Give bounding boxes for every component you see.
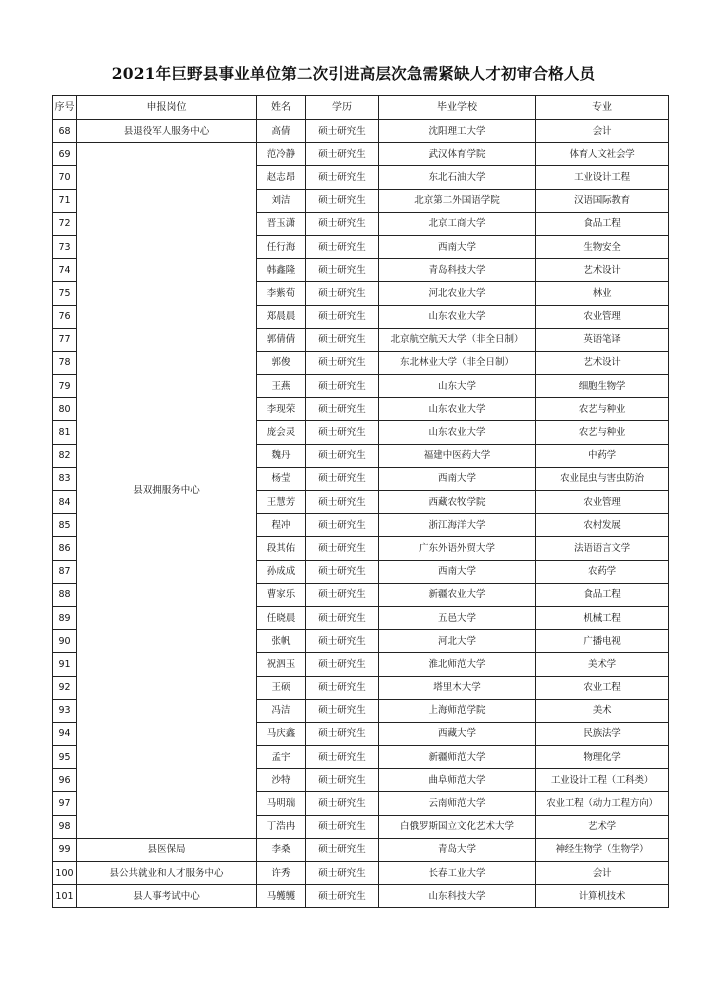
- cell-degree: 硕士研究生: [306, 560, 379, 583]
- cell-major: 农艺与种业: [536, 421, 669, 444]
- cell-post: 县退役军人服务中心: [77, 120, 257, 143]
- cell-major: 广播电视: [536, 630, 669, 653]
- cell-no: 75: [53, 282, 77, 305]
- cell-major: 神经生物学（生物学）: [536, 838, 669, 861]
- cell-no: 79: [53, 375, 77, 398]
- cell-no: 76: [53, 305, 77, 328]
- column-header-major: 专业: [536, 96, 669, 120]
- cell-name: 李桑: [257, 838, 306, 861]
- cell-school: 沈阳理工大学: [379, 120, 536, 143]
- cell-major: 物理化学: [536, 746, 669, 769]
- cell-name: 丁浩冉: [257, 815, 306, 838]
- cell-no: 101: [53, 885, 77, 908]
- cell-school: 云南师范大学: [379, 792, 536, 815]
- cell-school: 新疆师范大学: [379, 746, 536, 769]
- cell-no: 89: [53, 606, 77, 629]
- cell-post: 县医保局: [77, 838, 257, 861]
- cell-no: 77: [53, 328, 77, 351]
- cell-major: 中药学: [536, 444, 669, 467]
- cell-name: 段其佑: [257, 537, 306, 560]
- cell-degree: 硕士研究生: [306, 606, 379, 629]
- cell-degree: 硕士研究生: [306, 375, 379, 398]
- cell-degree: 硕士研究生: [306, 491, 379, 514]
- cell-no: 80: [53, 398, 77, 421]
- cell-school: 西南大学: [379, 560, 536, 583]
- cell-school: 河北大学: [379, 630, 536, 653]
- cell-name: 祝泗玉: [257, 653, 306, 676]
- cell-school: 青岛科技大学: [379, 259, 536, 282]
- cell-school: 北京第二外国语学院: [379, 189, 536, 212]
- cell-degree: 硕士研究生: [306, 143, 379, 166]
- cell-major: 农业管理: [536, 491, 669, 514]
- cell-name: 郭俊: [257, 351, 306, 374]
- cell-no: 82: [53, 444, 77, 467]
- cell-degree: 硕士研究生: [306, 282, 379, 305]
- cell-no: 74: [53, 259, 77, 282]
- cell-no: 92: [53, 676, 77, 699]
- cell-degree: 硕士研究生: [306, 769, 379, 792]
- cell-school: 新疆农业大学: [379, 583, 536, 606]
- cell-school: 淮北师范大学: [379, 653, 536, 676]
- cell-school: 西藏大学: [379, 722, 536, 745]
- cell-name: 沙特: [257, 769, 306, 792]
- cell-degree: 硕士研究生: [306, 838, 379, 861]
- cell-degree: 硕士研究生: [306, 235, 379, 258]
- cell-major: 食品工程: [536, 583, 669, 606]
- cell-name: 张帆: [257, 630, 306, 653]
- cell-major: 计算机技术: [536, 885, 669, 908]
- cell-major: 农业工程（动力工程方向）: [536, 792, 669, 815]
- candidates-table: [52, 95, 669, 908]
- cell-school: 西南大学: [379, 467, 536, 490]
- cell-no: 78: [53, 351, 77, 374]
- column-header-name: 姓名: [257, 96, 306, 120]
- cell-name: 程冲: [257, 514, 306, 537]
- table-row: [53, 885, 669, 908]
- cell-name: 曹家乐: [257, 583, 306, 606]
- table-row: [53, 120, 669, 143]
- cell-degree: 硕士研究生: [306, 212, 379, 235]
- cell-school: 北京工商大学: [379, 212, 536, 235]
- cell-school: 北京航空航天大学（非全日制）: [379, 328, 536, 351]
- cell-degree: 硕士研究生: [306, 189, 379, 212]
- cell-major: 农药学: [536, 560, 669, 583]
- cell-school: 山东农业大学: [379, 421, 536, 444]
- table-body: [53, 120, 669, 908]
- column-header-no: 序号: [53, 96, 77, 120]
- table-row: [53, 143, 669, 166]
- cell-degree: 硕士研究生: [306, 653, 379, 676]
- cell-name: 任晓晨: [257, 606, 306, 629]
- cell-major: 农村发展: [536, 514, 669, 537]
- cell-school: 长春工业大学: [379, 862, 536, 885]
- cell-degree: 硕士研究生: [306, 166, 379, 189]
- column-header-degree: 学历: [306, 96, 379, 120]
- cell-post: 县双拥服务中心: [77, 143, 257, 839]
- cell-name: 郑晨晨: [257, 305, 306, 328]
- cell-no: 81: [53, 421, 77, 444]
- cell-degree: 硕士研究生: [306, 514, 379, 537]
- cell-no: 71: [53, 189, 77, 212]
- cell-school: 东北林业大学（非全日制）: [379, 351, 536, 374]
- cell-school: 广东外语外贸大学: [379, 537, 536, 560]
- cell-major: 艺术设计: [536, 351, 669, 374]
- cell-major: 工业设计工程（工科类）: [536, 769, 669, 792]
- cell-name: 冯洁: [257, 699, 306, 722]
- cell-school: 山东农业大学: [379, 398, 536, 421]
- cell-no: 93: [53, 699, 77, 722]
- cell-degree: 硕士研究生: [306, 676, 379, 699]
- cell-degree: 硕士研究生: [306, 398, 379, 421]
- column-header-school: 毕业学校: [379, 96, 536, 120]
- cell-degree: 硕士研究生: [306, 885, 379, 908]
- cell-no: 95: [53, 746, 77, 769]
- cell-degree: 硕士研究生: [306, 328, 379, 351]
- cell-name: 杨莹: [257, 467, 306, 490]
- cell-degree: 硕士研究生: [306, 862, 379, 885]
- column-header-post: 申报岗位: [77, 96, 257, 120]
- cell-major: 农业管理: [536, 305, 669, 328]
- cell-name: 马明瑞: [257, 792, 306, 815]
- cell-degree: 硕士研究生: [306, 305, 379, 328]
- cell-school: 武汉体育学院: [379, 143, 536, 166]
- cell-major: 食品工程: [536, 212, 669, 235]
- cell-no: 97: [53, 792, 77, 815]
- table-row: [53, 838, 669, 861]
- cell-name: 韩鑫隆: [257, 259, 306, 282]
- cell-degree: 硕士研究生: [306, 630, 379, 653]
- cell-name: 王硕: [257, 676, 306, 699]
- cell-no: 100: [53, 862, 77, 885]
- cell-degree: 硕士研究生: [306, 444, 379, 467]
- cell-name: 马鹱鹱: [257, 885, 306, 908]
- cell-degree: 硕士研究生: [306, 259, 379, 282]
- cell-no: 85: [53, 514, 77, 537]
- cell-name: 马庆鑫: [257, 722, 306, 745]
- cell-no: 86: [53, 537, 77, 560]
- cell-name: 刘洁: [257, 189, 306, 212]
- cell-no: 69: [53, 143, 77, 166]
- cell-no: 91: [53, 653, 77, 676]
- cell-no: 84: [53, 491, 77, 514]
- cell-school: 白俄罗斯国立文化艺术大学: [379, 815, 536, 838]
- cell-no: 68: [53, 120, 77, 143]
- cell-degree: 硕士研究生: [306, 722, 379, 745]
- cell-school: 山东大学: [379, 375, 536, 398]
- cell-school: 上海师范学院: [379, 699, 536, 722]
- cell-major: 英语笔译: [536, 328, 669, 351]
- cell-major: 工业设计工程: [536, 166, 669, 189]
- cell-degree: 硕士研究生: [306, 792, 379, 815]
- cell-no: 90: [53, 630, 77, 653]
- cell-major: 会计: [536, 120, 669, 143]
- cell-name: 赵志昂: [257, 166, 306, 189]
- cell-major: 机械工程: [536, 606, 669, 629]
- cell-school: 山东农业大学: [379, 305, 536, 328]
- cell-major: 法语语言文学: [536, 537, 669, 560]
- cell-major: 农业工程: [536, 676, 669, 699]
- cell-name: 高倩: [257, 120, 306, 143]
- cell-name: 王燕: [257, 375, 306, 398]
- cell-school: 山东科技大学: [379, 885, 536, 908]
- cell-major: 林业: [536, 282, 669, 305]
- cell-post: 县人事考试中心: [77, 885, 257, 908]
- cell-major: 农艺与种业: [536, 398, 669, 421]
- cell-degree: 硕士研究生: [306, 583, 379, 606]
- cell-major: 艺术设计: [536, 259, 669, 282]
- cell-major: 会计: [536, 862, 669, 885]
- cell-name: 郭倩倩: [257, 328, 306, 351]
- cell-no: 83: [53, 467, 77, 490]
- cell-school: 五邑大学: [379, 606, 536, 629]
- cell-major: 艺术学: [536, 815, 669, 838]
- cell-no: 88: [53, 583, 77, 606]
- table-row: [53, 862, 669, 885]
- cell-name: 李紫荀: [257, 282, 306, 305]
- cell-major: 汉语国际教育: [536, 189, 669, 212]
- cell-degree: 硕士研究生: [306, 537, 379, 560]
- cell-name: 许秀: [257, 862, 306, 885]
- cell-major: 农业昆虫与害虫防治: [536, 467, 669, 490]
- cell-major: 体育人文社会学: [536, 143, 669, 166]
- cell-name: 范冷静: [257, 143, 306, 166]
- cell-school: 福建中医药大学: [379, 444, 536, 467]
- cell-school: 河北农业大学: [379, 282, 536, 305]
- cell-major: 细胞生物学: [536, 375, 669, 398]
- cell-no: 94: [53, 722, 77, 745]
- cell-degree: 硕士研究生: [306, 467, 379, 490]
- cell-name: 王慧芳: [257, 491, 306, 514]
- cell-degree: 硕士研究生: [306, 421, 379, 444]
- cell-no: 96: [53, 769, 77, 792]
- cell-degree: 硕士研究生: [306, 815, 379, 838]
- cell-school: 曲阜师范大学: [379, 769, 536, 792]
- cell-no: 87: [53, 560, 77, 583]
- cell-school: 青岛大学: [379, 838, 536, 861]
- cell-major: 生物安全: [536, 235, 669, 258]
- cell-name: 孙成成: [257, 560, 306, 583]
- cell-post: 县公共就业和人才服务中心: [77, 862, 257, 885]
- cell-name: 李现荣: [257, 398, 306, 421]
- cell-degree: 硕士研究生: [306, 699, 379, 722]
- cell-no: 98: [53, 815, 77, 838]
- cell-name: 庞会灵: [257, 421, 306, 444]
- cell-school: 西南大学: [379, 235, 536, 258]
- cell-no: 72: [53, 212, 77, 235]
- cell-degree: 硕士研究生: [306, 351, 379, 374]
- cell-school: 东北石油大学: [379, 166, 536, 189]
- cell-school: 塔里木大学: [379, 676, 536, 699]
- cell-major: 美术学: [536, 653, 669, 676]
- cell-no: 73: [53, 235, 77, 258]
- table-header-row: [53, 96, 669, 120]
- cell-major: 民族法学: [536, 722, 669, 745]
- cell-school: 浙江海洋大学: [379, 514, 536, 537]
- cell-degree: 硕士研究生: [306, 746, 379, 769]
- document-title: 2021年巨野县事业单位第二次引进高层次急需紧缺人才初审合格人员: [111, 64, 596, 83]
- cell-no: 99: [53, 838, 77, 861]
- cell-name: 任行海: [257, 235, 306, 258]
- cell-name: 魏丹: [257, 444, 306, 467]
- cell-major: 美术: [536, 699, 669, 722]
- cell-degree: 硕士研究生: [306, 120, 379, 143]
- cell-name: 孟宇: [257, 746, 306, 769]
- cell-school: 西藏农牧学院: [379, 491, 536, 514]
- cell-name: 晋玉潇: [257, 212, 306, 235]
- cell-no: 70: [53, 166, 77, 189]
